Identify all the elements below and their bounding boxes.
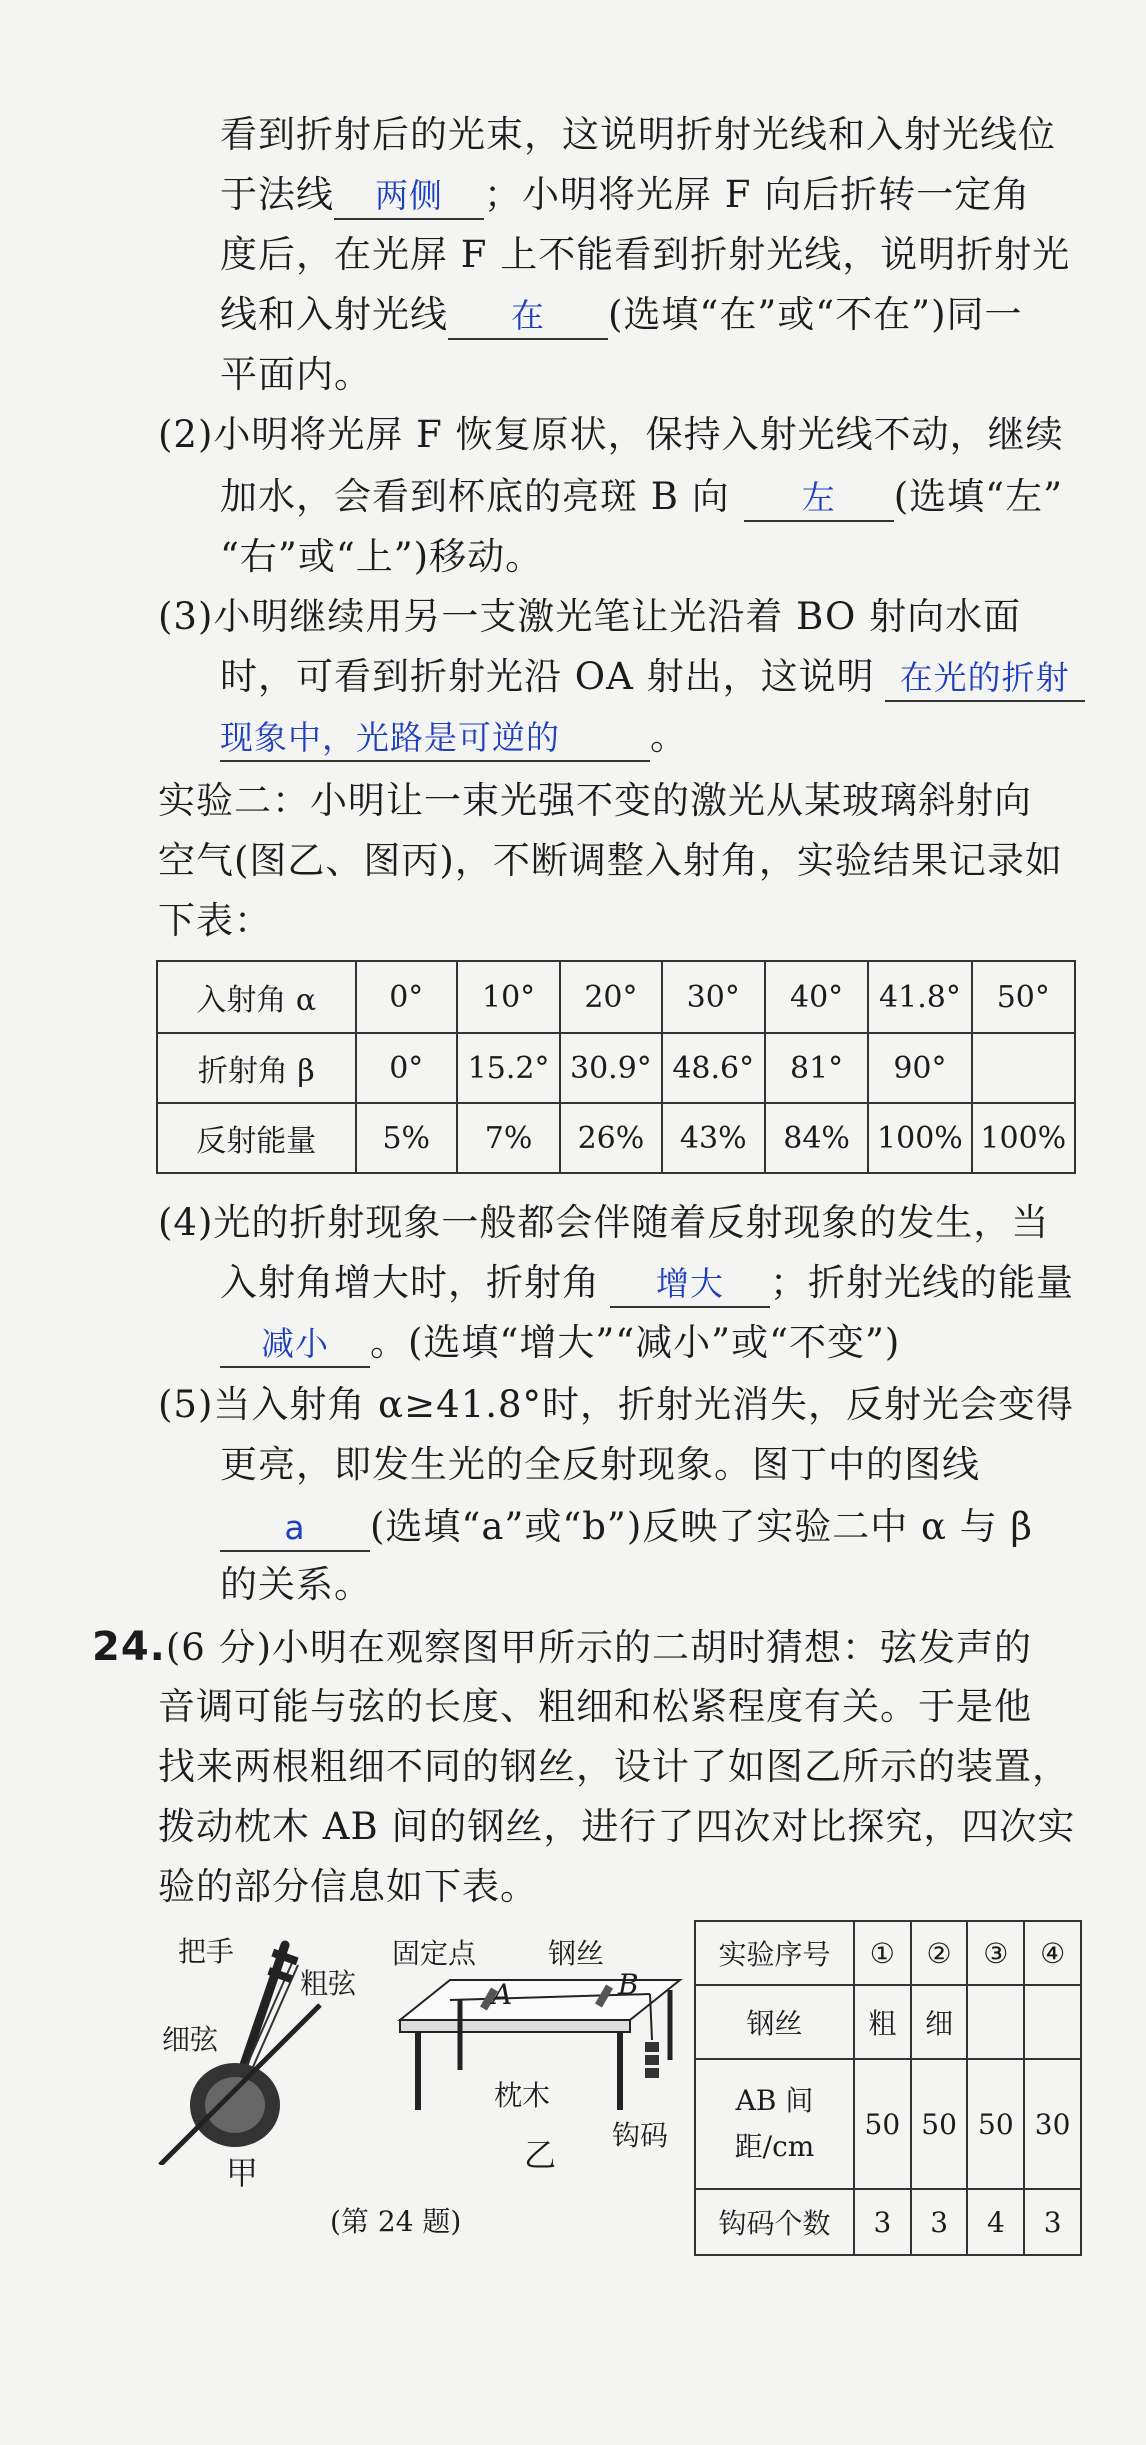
table-cell: 10° [457,961,560,1033]
table-cell: 100% [868,1103,971,1173]
text-line: a (选填“a”或“b”)反映了实验二中 α 与 β [220,1502,1033,1552]
label-thick-string: 粗弦 [300,1967,357,2000]
table-cell: 30° [662,961,765,1033]
text-line: 更亮，即发生光的全反射现象。图丁中的图线 [220,1443,980,1486]
table-cell: 100% [972,1103,1075,1173]
text-line: 减小 。(选填“增大”“减小”或“不变”) [220,1318,900,1368]
answer-blank[interactable]: 在光的折射 [885,656,1085,702]
text-line: 找来两根粗细不同的钢丝，设计了如图乙所示的装置， [158,1745,1070,1788]
experiment-table [156,960,1076,1174]
text-line: 现象中，光路是可逆的 。 [220,712,688,762]
text-line: 验的部分信息如下表。 [158,1865,538,1908]
answer-blank[interactable]: a [220,1506,370,1552]
table-cell: 0° [356,1033,457,1103]
text-line: “右”或“上”)移动。 [220,535,544,578]
table-cell: 84% [765,1103,868,1173]
table-cell: AB 间 距/cm [695,2059,854,2189]
answer-blank[interactable]: 增大 [610,1262,770,1308]
label-point-a: A [492,1978,513,2011]
text-line: 线和入射光线 在 (选填“在”或“不在”)同一 [220,290,1023,340]
text-line: 时，可看到折射光沿 OA 射出，这说明 在光的折射 [220,652,1085,702]
label-steel-wire: 钢丝 [548,1937,605,1970]
table-cell: 3 [911,2189,968,2255]
table-cell: 41.8° [868,961,971,1033]
table-cell: 钩码个数 [695,2189,854,2255]
q24-table [694,1920,1082,2256]
text-line: 入射角增大时，折射角 增大 ；折射光线的能量 [220,1258,1074,1308]
table-cell: 实验序号 [695,1921,854,1985]
table-cell: 3 [854,2189,911,2255]
label-fixed-point: 固定点 [392,1937,477,1970]
table-cell: 15.2° [457,1033,560,1103]
table-cell: ① [854,1921,911,1985]
question-number: 24. [92,1624,166,1670]
table-cell: 4 [967,2189,1024,2255]
table-cell: 0° [356,961,457,1033]
table-cell: 粗 [854,1985,911,2059]
table-cell: ③ [967,1921,1024,1985]
answer-blank[interactable]: 在 [448,294,608,340]
answer-blank[interactable]: 减小 [220,1322,370,1368]
text-line: 平面内。 [220,353,372,396]
answer-blank[interactable]: 两侧 [334,174,484,220]
question-5-line: (5)当入射角 α≥41.8°时，折射光消失，反射光会变得 [158,1383,1075,1426]
text-line: 于法线 两侧 ；小明将光屏 F 向后折转一定角 [220,170,1030,220]
answer-blank-continued[interactable]: 现象中，光路是可逆的 [220,716,650,762]
text-line: 度后，在光屏 F 上不能看到折射光线，说明折射光 [220,233,1071,276]
table-cell: 3 [1024,2189,1081,2255]
label-thin-string: 细弦 [162,2023,219,2056]
label-handle: 把手 [178,1935,235,1968]
table-cell: 5% [356,1103,457,1173]
text-line: 空气(图乙、图丙)，不断调整入射角，实验结果记录如 [158,839,1063,882]
table-cell: 30 [1024,2059,1081,2189]
table-cell [972,1033,1075,1103]
figure-caption: (第 24 题) [330,2205,462,2238]
question-4-line: (4)光的折射现象一般都会伴随着反射现象的发生，当 [158,1201,1050,1244]
table-cell: 20° [560,961,661,1033]
table-cell: 81° [765,1033,868,1103]
table-cell [1024,1985,1081,2059]
table-cell: 50 [854,2059,911,2189]
text-line: 看到折射后的光束，这说明折射光线和入射光线位 [220,113,1056,156]
question-2-line: (2)小明将光屏 F 恢复原状，保持入射光线不动，继续 [158,413,1064,456]
question-24-line: 24.(6 分)小明在观察图甲所示的二胡时猜想：弦发声的 [92,1624,1033,1670]
label-pillow: 枕木 [494,2079,551,2112]
text-line: 加水，会看到杯底的亮斑 B 向 左 (选填“左” [220,472,1063,522]
table-cell: 入射角 α [157,961,356,1033]
table-cell: 48.6° [662,1033,765,1103]
table-cell: 43% [662,1103,765,1173]
label-point-b: B [618,1968,639,2001]
table-cell: 50 [967,2059,1024,2189]
label-yi: 乙 [524,2136,557,2174]
table-cell [967,1985,1024,2059]
answer-blank[interactable]: 左 [744,476,894,522]
table-cell: 30.9° [560,1033,661,1103]
table-cell: ② [911,1921,968,1985]
label-jia: 甲 [226,2154,259,2192]
table-cell: 50° [972,961,1075,1033]
label-hook-weight: 钩码 [612,2119,669,2152]
table-cell: 50 [911,2059,968,2189]
table-cell: 26% [560,1103,661,1173]
table-cell: 钢丝 [695,1985,854,2059]
table-cell: 40° [765,961,868,1033]
table-cell: 折射角 β [157,1033,356,1103]
text-line: 下表： [158,899,272,942]
text-line: 实验二：小明让一束光强不变的激光从某玻璃斜射向 [158,779,1032,822]
text-line: 音调可能与弦的长度、粗细和松紧程度有关。于是他 [158,1685,1032,1728]
table-cell: ④ [1024,1921,1081,1985]
text-line: 的关系。 [220,1563,372,1606]
text-line: 拨动枕木 AB 间的钢丝，进行了四次对比探究，四次实 [158,1805,1076,1848]
table-cell: 7% [457,1103,560,1173]
table-cell: 90° [868,1033,971,1103]
table-cell: 反射能量 [157,1103,356,1173]
question-3-line: (3)小明继续用另一支激光笔让光沿着 BO 射向水面 [158,595,1022,638]
table-cell: 细 [911,1985,968,2059]
